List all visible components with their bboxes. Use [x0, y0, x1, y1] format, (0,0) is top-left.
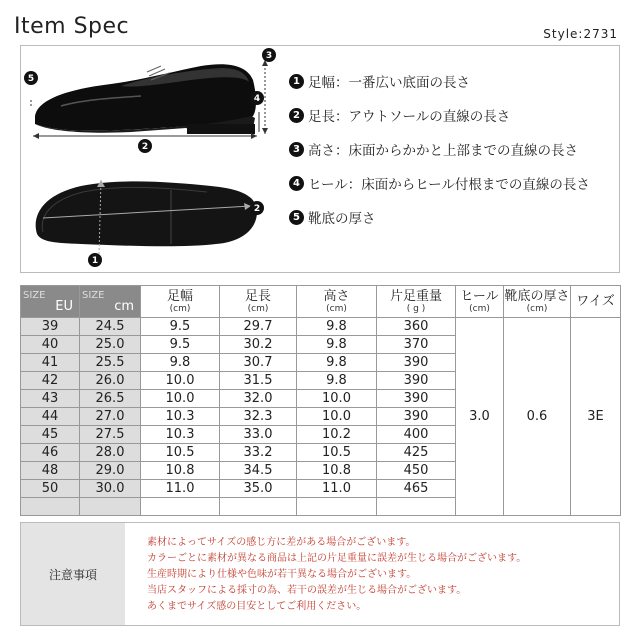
table-cell: 27.0: [80, 408, 141, 426]
header-weight: 片足重量 ( g ): [377, 286, 456, 318]
marker-1: 1: [91, 256, 99, 266]
table-cell: 10.2: [297, 426, 377, 444]
table-cell: 32.0: [220, 390, 297, 408]
table-cell: 11.0: [297, 480, 377, 498]
legend-item-height: 3 高さ：床面からかかと上部までの直線の長さ: [289, 132, 619, 166]
header-size-eu: SIZE EU: [21, 286, 80, 318]
legend-item-width: 1 足幅：一番広い底面の長さ: [289, 64, 619, 98]
table-cell: [80, 498, 141, 516]
shoe-side-view: [35, 64, 256, 134]
table-cell: 390: [377, 390, 456, 408]
table-cell: 10.0: [297, 408, 377, 426]
table-cell: 29.7: [220, 318, 297, 336]
table-cell: 10.0: [141, 390, 220, 408]
table-cell: 10.3: [141, 408, 220, 426]
notes-text: 素材によってサイズの感じ方に差がある場合がございます。 カラーごとに素材が異なる商品は上記の片足重量に誤差が生じる場合がございます。 生産時期により仕様や色味が若干異なる場合がございます。 当店スタッフによる採寸の為、若干の誤差が生じる場合がございます。 あくまでサイズ感の目安としてご利用ください。: [147, 537, 527, 612]
table-cell: 390: [377, 408, 456, 426]
table-cell: [297, 498, 377, 516]
number-1-icon: 1: [289, 74, 304, 89]
table-row: [21, 318, 621, 336]
table-cell-sole: 0.6: [504, 318, 571, 516]
table-cell: 31.5: [220, 372, 297, 390]
table-cell: 390: [377, 354, 456, 372]
table-cell: 9.8: [141, 354, 220, 372]
table-cell: 465: [377, 480, 456, 498]
table-cell: 30.7: [220, 354, 297, 372]
header-sole: 靴底の厚さ (cm): [504, 286, 571, 318]
table-cell: 28.0: [80, 444, 141, 462]
table-cell: 400: [377, 426, 456, 444]
table-cell: 10.8: [297, 462, 377, 480]
table-cell: 9.8: [297, 372, 377, 390]
notes-panel: [20, 522, 620, 626]
marker-3: 3: [265, 51, 273, 61]
table-cell: 44: [21, 408, 80, 426]
table-cell: 10.0: [141, 372, 220, 390]
table-cell: 10.0: [297, 390, 377, 408]
marker-4: 4: [253, 94, 261, 104]
table-cell: 9.8: [297, 318, 377, 336]
table-cell: 25.0: [80, 336, 141, 354]
table-cell: 33.2: [220, 444, 297, 462]
legend-item-length: 2 足長：アウトソールの直線の長さ: [289, 98, 619, 132]
marker-2: 2: [141, 142, 149, 152]
table-cell: 370: [377, 336, 456, 354]
table-cell: [377, 498, 456, 516]
header-height: 高さ (cm): [297, 286, 377, 318]
notes-label: 注意事項: [21, 523, 125, 625]
table-cell: 10.3: [141, 426, 220, 444]
table-cell: 360: [377, 318, 456, 336]
table-cell: 11.0: [141, 480, 220, 498]
table-cell: 45: [21, 426, 80, 444]
table-cell: 9.8: [297, 354, 377, 372]
table-cell: 34.5: [220, 462, 297, 480]
table-cell: 35.0: [220, 480, 297, 498]
table-cell: 41: [21, 354, 80, 372]
table-cell: 390: [377, 372, 456, 390]
marker-2-sole: 2: [253, 204, 261, 214]
table-cell: 10.5: [297, 444, 377, 462]
shoe-diagram: [21, 46, 291, 274]
legend-item-sole: 5 靴底の厚さ: [289, 200, 619, 234]
table-cell: 425: [377, 444, 456, 462]
measurement-legend: [289, 64, 619, 234]
header-wise: ワイズ: [571, 286, 621, 318]
table-cell: [21, 498, 80, 516]
table-cell-width: 3E: [571, 318, 621, 516]
number-4-icon: 4: [289, 176, 304, 191]
table-cell: 26.0: [80, 372, 141, 390]
table-cell: [141, 498, 220, 516]
header-heel: ヒール (cm): [456, 286, 504, 318]
table-cell: 50: [21, 480, 80, 498]
table-cell: 43: [21, 390, 80, 408]
table-cell: 46: [21, 444, 80, 462]
table-cell: [220, 498, 297, 516]
page-title: Item Spec: [14, 14, 130, 39]
table-cell: 26.5: [80, 390, 141, 408]
table-cell-heel: 3.0: [456, 318, 504, 516]
table-cell: 25.5: [80, 354, 141, 372]
table-cell: 27.5: [80, 426, 141, 444]
size-table: [20, 285, 621, 516]
table-cell: 33.0: [220, 426, 297, 444]
legend-item-heel: 4 ヒール：床面からヒール付根までの直線の長さ: [289, 166, 619, 200]
header-length: 足長 (cm): [220, 286, 297, 318]
number-3-icon: 3: [289, 142, 304, 157]
table-cell: 42: [21, 372, 80, 390]
table-cell: 9.5: [141, 318, 220, 336]
table-cell: 30.0: [80, 480, 141, 498]
table-cell: 24.5: [80, 318, 141, 336]
table-cell: 29.0: [80, 462, 141, 480]
table-cell: 450: [377, 462, 456, 480]
shoe-sole-view: [36, 181, 257, 246]
table-cell: 40: [21, 336, 80, 354]
marker-5: 5: [27, 74, 35, 84]
header-width: 足幅 (cm): [141, 286, 220, 318]
number-5-icon: 5: [289, 210, 304, 225]
table-cell: 30.2: [220, 336, 297, 354]
table-cell: 39: [21, 318, 80, 336]
table-cell: 32.3: [220, 408, 297, 426]
number-2-icon: 2: [289, 108, 304, 123]
table-cell: 10.8: [141, 462, 220, 480]
spec-panel: [20, 45, 620, 273]
style-number: Style:2731: [543, 27, 618, 41]
table-cell: 9.5: [141, 336, 220, 354]
table-cell: 9.8: [297, 336, 377, 354]
table-cell: 10.5: [141, 444, 220, 462]
table-cell: 48: [21, 462, 80, 480]
header-size-cm: SIZE cm: [80, 286, 141, 318]
